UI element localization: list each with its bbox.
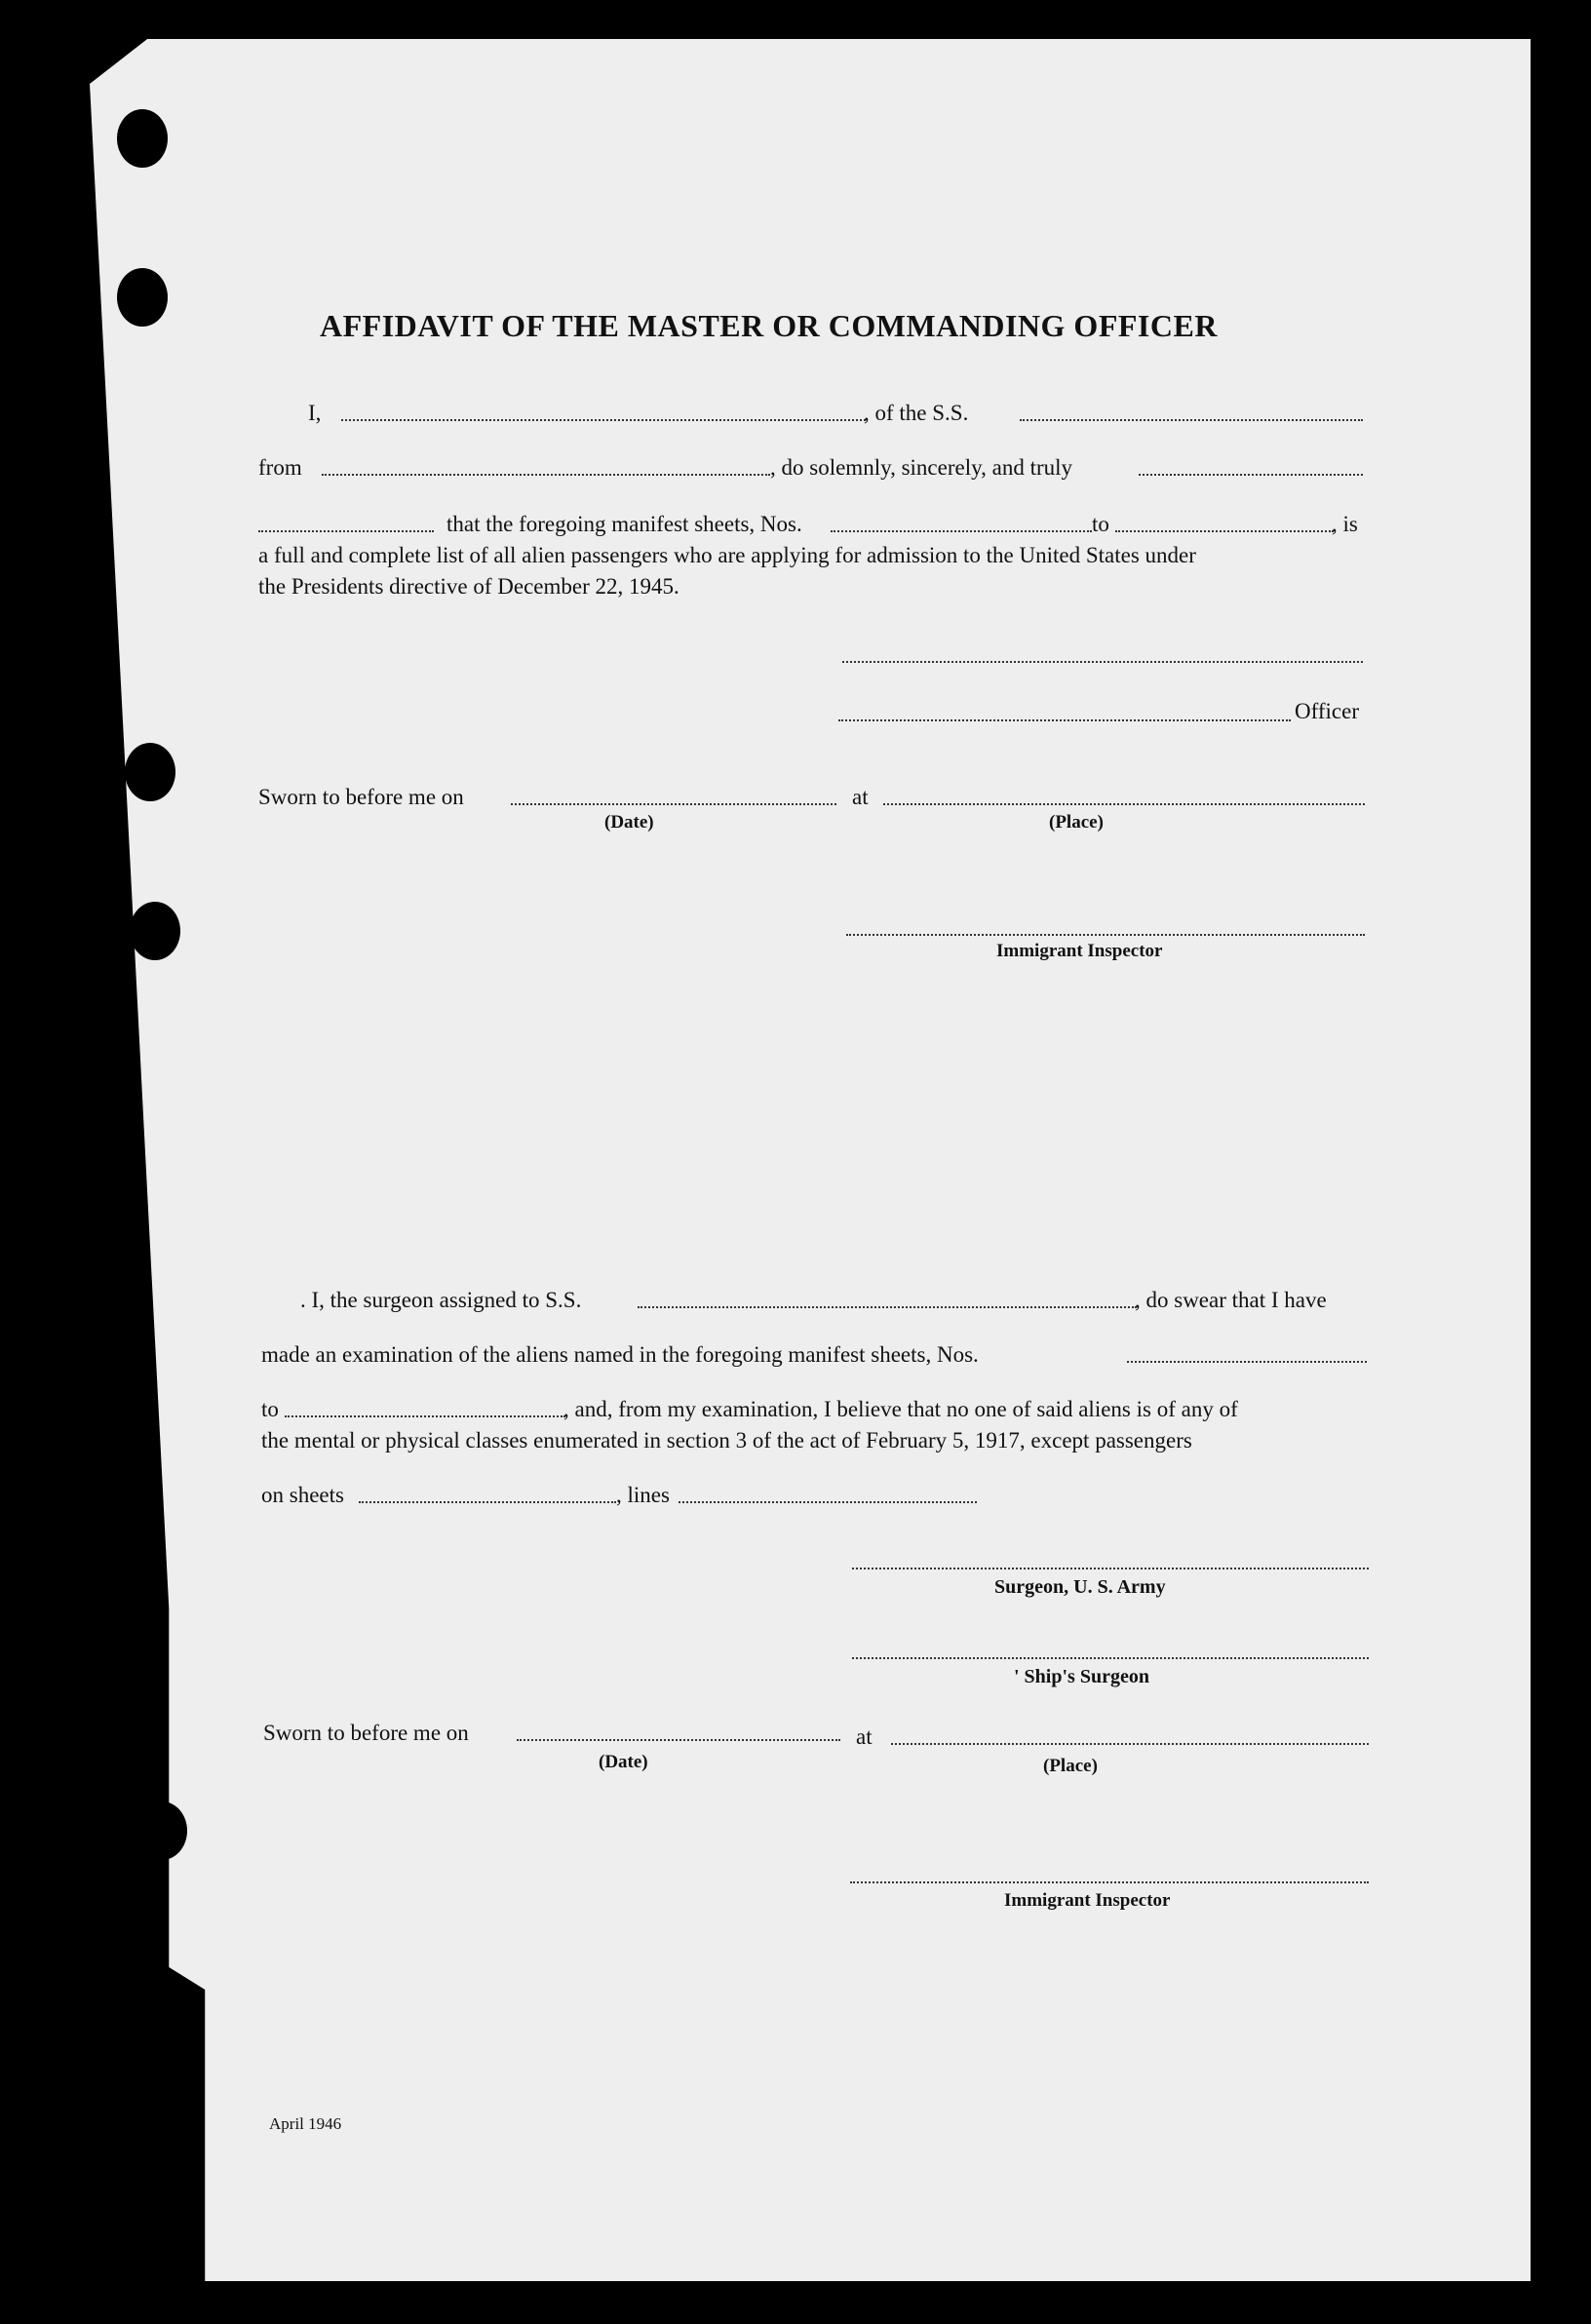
officer-label: Officer [1295,699,1359,723]
inspector-caption: Immigrant Inspector [1004,1890,1171,1911]
surgeon-to-label: to [261,1397,279,1421]
master-name-field[interactable] [341,419,866,421]
sheets-to-field[interactable] [1115,530,1334,532]
oath-type-field[interactable] [1139,474,1363,476]
surgeon-sheets-to-field[interactable] [285,1415,565,1417]
inspector-caption: Immigrant Inspector [996,941,1163,961]
master-signature-field[interactable] [842,661,1363,663]
label-manifest-sheets: that the foregoing manifest sheets, Nos. [446,512,802,536]
label-solemnly: , do solemnly, sincerely, and truly [770,455,1073,480]
exception-lines-field[interactable] [679,1501,977,1503]
place-caption: (Place) [1043,1756,1098,1776]
oath-type-field-cont[interactable] [258,530,434,532]
surgeon-ship-field[interactable] [638,1306,1137,1308]
port-from-field[interactable] [322,474,770,476]
label-is: , is [1332,512,1358,536]
surgeon-text-line: the mental or physical classes enumerated in section 3 of the act of February 5, 1917, except passengers [261,1428,1192,1452]
army-surgeon-caption: Surgeon, U. S. Army [994,1576,1166,1598]
sworn-place-field[interactable] [883,803,1365,805]
surgeon-text-line: made an examination of the aliens named in the foregoing manifest sheets, Nos. [261,1342,979,1367]
date-caption: (Date) [599,1752,648,1772]
form-date: April 1946 [269,2114,342,2133]
date-caption: (Date) [604,812,654,833]
affidavit-text-line: a full and complete list of all alien passengers who are applying for admission to the United States under [258,543,1196,567]
surgeon-text-line: , do swear that I have [1135,1288,1327,1312]
affidavit-text-line: the Presidents directive of December 22, 1945. [258,574,679,599]
sworn-label: Sworn to before me on [263,1721,469,1745]
surgeon-text-line: . I, the surgeon assigned to S.S. [300,1288,582,1312]
ship-surgeon-signature-field[interactable] [852,1657,1369,1659]
ship-name-field[interactable] [1020,419,1363,421]
officer-signature-field[interactable] [838,719,1291,721]
form-title: AFFIDAVIT OF THE MASTER OR COMMANDING OFFICER [320,308,1218,343]
sheets-from-field[interactable] [831,530,1092,532]
at-label: at [852,785,869,809]
ship-surgeon-caption: ' Ship's Surgeon [1014,1666,1149,1687]
lines-label: , lines [616,1483,670,1507]
inspector-signature-field[interactable] [846,934,1365,936]
surgeon-inspector-signature-field[interactable] [850,1881,1369,1883]
sworn-label: Sworn to before me on [258,785,464,809]
on-sheets-label: on sheets [261,1483,344,1507]
surgeon-text-line: , and, from my examination, I believe that no one of said aliens is of any of [563,1397,1238,1421]
at-label: at [856,1724,873,1749]
label-from: from [258,455,302,480]
surgeon-sheets-from-field[interactable] [1127,1361,1367,1363]
sworn-date-field[interactable] [511,803,836,805]
label-i: I, [308,401,322,425]
label-to: to [1092,512,1109,536]
surgeon-sworn-place-field[interactable] [891,1743,1369,1745]
label-of-ss: , of the S.S. [864,401,969,425]
army-surgeon-signature-field[interactable] [852,1568,1369,1569]
place-caption: (Place) [1049,812,1104,833]
exception-sheets-field[interactable] [359,1501,616,1503]
surgeon-sworn-date-field[interactable] [517,1739,840,1741]
